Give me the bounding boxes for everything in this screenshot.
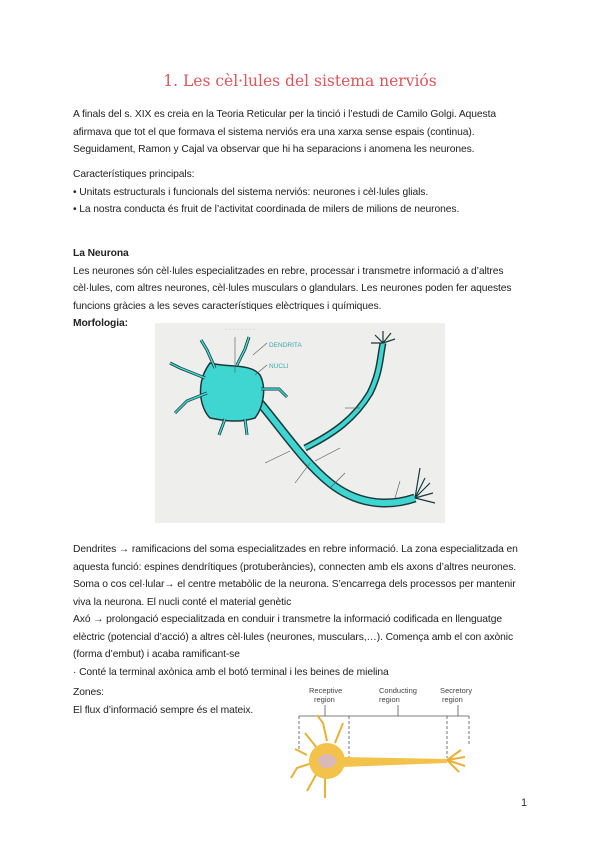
details-line: Axó → prolongació especialitzada en conduir i transmetre la informació codificada en llenguatge [73, 614, 502, 625]
intro-paragraph [73, 106, 533, 159]
zones-diagram [287, 683, 487, 808]
details-line: Dendrites → ramificacions del soma especialitzades en rebre informació. La zona especialitzada en [73, 544, 518, 555]
label-dendrita: DENDRITA [269, 342, 302, 349]
intro-line: Seguidament, Ramon y Cajal va observar que hi ha separacions i anomena les neurones. [73, 144, 475, 155]
characteristics-heading: Característiques principals: [73, 169, 195, 180]
zones-heading: Zones: [73, 687, 104, 698]
zones-section [73, 684, 283, 719]
neuron-morphology-figure [155, 323, 445, 523]
details-line: (forma d’embut) i acaba ramificant-se [73, 649, 240, 660]
neuron-diagram [155, 323, 445, 523]
details-line: viva la neurona. El nucli conté el material genètic [73, 596, 292, 608]
svg-text:region: region [442, 695, 463, 704]
neuron-line: funcions gràcies a les seves característiques elèctriques i químiques. [73, 300, 382, 312]
svg-text:· · · · · · · ·: · · · · · · · · [225, 326, 255, 333]
details-line: Soma o cos cel·lular→ el centre metabòlic de la neurona. S’encarrega dels processos per mantenir [73, 579, 516, 590]
intro-line: afirmava que tot el que formava el sistema nerviós era una xarxa sense espais (continua). [73, 126, 475, 138]
characteristics-item: • La nostra conducta és fruit de l’activitat coordinada de milers de milions de neurones. [73, 204, 460, 215]
details-line: · Conté la terminal axònica amb el botó terminal i les beines de mielina [73, 666, 389, 678]
morphology-label: Morfologia: [73, 318, 128, 329]
svg-text:Conducting: Conducting [379, 686, 417, 695]
details-line: aquesta funció: espines dendrítiques (protuberàncies), connecten amb els axons d’altres neurones. [73, 561, 517, 573]
details-line: elèctric (potencial d’acció) a altres cèl·lules (neurones, musculars,…). Comença amb el con axònic [73, 631, 514, 643]
svg-text:Secretory: Secretory [440, 686, 473, 695]
intro-line: A finals del s. XIX es creia en la Teoria Reticular per la tinció i l’estudi de Camilo Golgi. Aquesta [73, 109, 496, 120]
details-section [73, 541, 533, 681]
page-title: 1. Les cèl·lules del sistema nerviós [163, 72, 437, 90]
zones-text: El flux d’informació sempre és el mateix. [73, 704, 254, 716]
label-nucli: NUCLI [269, 363, 289, 370]
neuron-heading: La Neurona [73, 248, 129, 259]
neuron-line: cèl·lules, com altres neurones, cèl·lules musculars o glandulars. Les neurones poden fer aquestes [73, 283, 512, 294]
svg-text:region: region [379, 695, 400, 704]
characteristics-item: • Unitats estructurals i funcionals del sistema nerviós: neurones i cèl·lules glials. [73, 186, 429, 198]
neuron-section [73, 245, 533, 333]
svg-text:Receptive: Receptive [309, 686, 343, 695]
neuron-line: Les neurones són cèl·lules especialitzades en rebre, processar i transmetre informació a d’altres [73, 265, 504, 277]
characteristics-section [73, 166, 533, 219]
svg-text:region: region [314, 695, 335, 704]
page-number: 1 [521, 797, 528, 809]
neuron-zones-figure [287, 683, 487, 808]
